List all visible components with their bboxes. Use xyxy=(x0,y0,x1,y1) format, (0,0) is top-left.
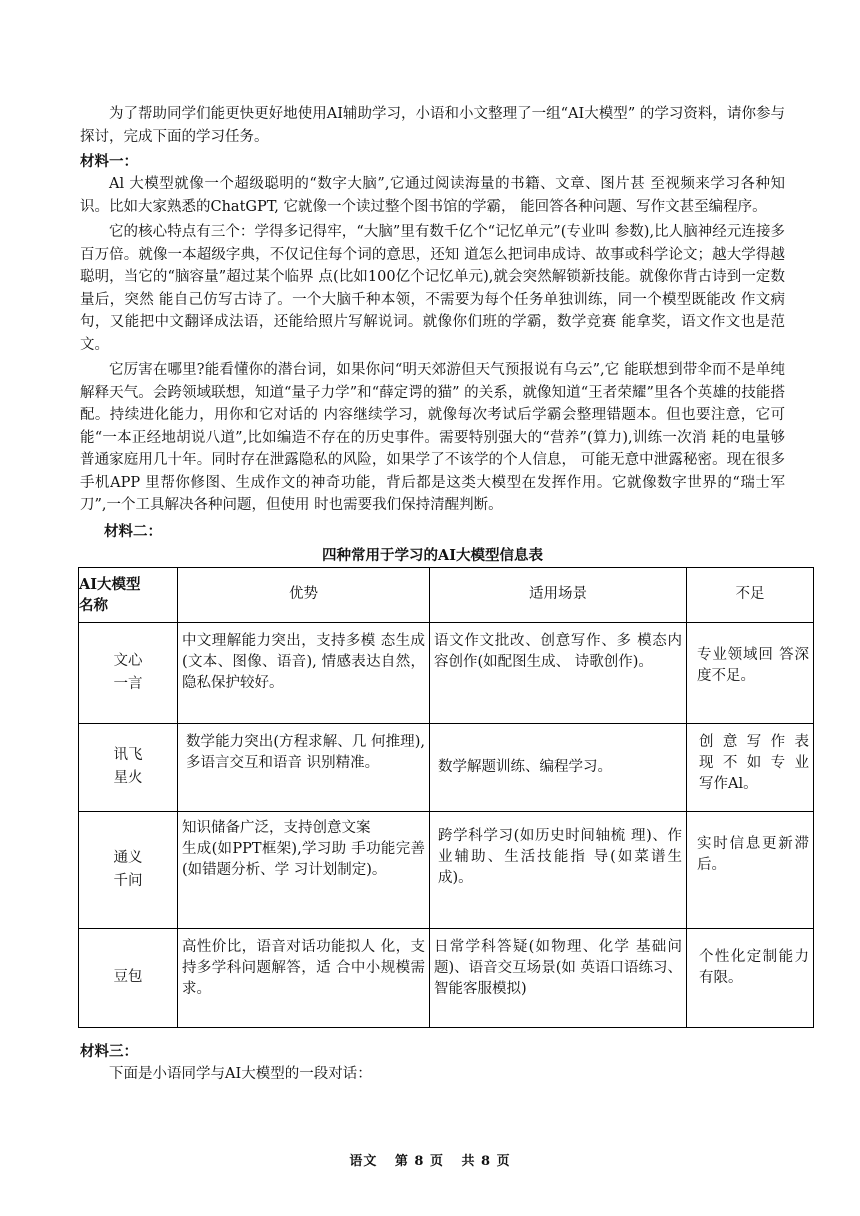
model-name: 文心 一言 xyxy=(79,622,178,723)
ai-model-table xyxy=(78,567,814,1028)
table-row xyxy=(79,723,814,811)
intro-paragraph: 为了帮助同学们能更快更好地使用AI辅助学习，小语和小文整理了一组“AI大模型” 的学习资料，请你参与探讨，完成下面的学习任务。 xyxy=(80,106,785,145)
model-advantage: 数学能力突出(方程求解、几 何推理),多语言交互和语音 识别精准。 xyxy=(178,723,430,811)
model-name: 通义 千问 xyxy=(79,811,178,928)
model-scenario: 数学解题训练、编程学习。 xyxy=(430,723,687,811)
page-content xyxy=(79,100,809,1085)
model-weakness: 创 意 写 作 表 现 不 如 专 业 写作Al。 xyxy=(687,723,814,811)
table-header-row xyxy=(79,567,814,622)
header-name: AI大模型 名称 xyxy=(79,567,178,622)
table-row xyxy=(79,811,814,928)
header-scenario: 适用场景 xyxy=(430,567,687,622)
page-footer xyxy=(0,1150,860,1169)
model-weakness: 专业领域回 答深度不足。 xyxy=(687,622,814,723)
model-name: 讯飞 星火 xyxy=(79,723,178,811)
material1-paragraph-1: Al 大模型就像一个超级聪明的“数字大脑”,它通过阅读海量的书籍、文章、图片甚 至视频来学习各种知识。比如大家熟悉的ChatGPT, 它就像一个读过整个图书馆的学霸， 能回答各种问题、写作文甚至编程序。 xyxy=(80,176,785,215)
material3-lead: 下面是小语同学与AI大模型的一段对话： xyxy=(109,1065,372,1082)
footer-page-number: 第 8 页 xyxy=(394,1154,444,1169)
model-name: 豆包 xyxy=(79,928,178,1027)
material1-paragraph-2: 它的核心特点有三个：学得多记得牢，“大脑”里有数千亿个“记忆单元”(专业叫 参数),比人脑神经元连接多百万倍。就像一本超级字典，不仅记住每个词的意思，还知 道怎么把词串成诗、故事或科学论文；越大学得越聪明，当它的“脑容量”超过某个临界 点(比如100亿个记忆单元),就会突然解锁新技能。就像你背古诗到一定数量后，突然 能自己仿写古诗了。一个大脑千种本领，不需要为每个任务单独训练，同一个模型既能改 作文病句，又能把中文翻译成法语，还能给照片写解说词。就像你们班的学霸，数学竞赛 能拿奖，语文作文也是范文。 xyxy=(80,224,785,353)
table-title: 四种常用于学习的AI大模型信息表 xyxy=(321,546,544,564)
model-advantage: 知识储备广泛，支持创意文案 生成(如PPT框架),学习助 手功能完善(如错题分析、学 习计划制定)。 xyxy=(178,811,430,928)
model-scenario: 跨学科学习(如历史时间轴梳 理)、作业辅助、生活技能指 导(如菜谱生成)。 xyxy=(430,811,687,928)
footer-subject: 语文 xyxy=(349,1154,378,1169)
model-weakness: 实时信息更新滞后。 xyxy=(687,811,814,928)
header-advantage: 优势 xyxy=(178,567,430,622)
table-row xyxy=(79,622,814,723)
model-scenario: 日常学科答疑(如物理、化学 基础问题)、语音交互场景(如 英语口语练习、智能客服模拟) xyxy=(430,928,687,1027)
material1-paragraph-3: 它厉害在哪里?能看懂你的潜台词，如果你问“明天郊游但天气预报说有乌云”,它 能联想到带伞而不是单纯解释天气。会跨领域联想，知道“量子力学”和“薛定谔的猫” 的关系，就像知道“王者荣耀”里各个英雄的技能搭配。持续进化能力，用你和它对话的 内容继续学习，就像每次考试后学霸会整理错题本。但也要注意，它可能“一本正经地胡说八道”,比如编造不存在的历史事件。需要特别强大的“营养”(算力),训练一次消 耗的电量够普通家庭用几十年。同时存在泄露隐私的风险，如果学了不该学的个人信息， 可能无意中泄露秘密。现在很多手机APP 里帮你修图、生成作文的神奇功能，背后都是这类大模型在发挥作用。它就像数字世界的“瑞士军刀”,一个工具解决各种问题，但使用 时也需要我们保持清醒判断。 xyxy=(80,362,785,513)
model-weakness: 个性化定制能力有限。 xyxy=(687,928,814,1027)
model-advantage: 中文理解能力突出，支持多模 态生成(文本、图像、语音), 情感表达自然，隐私保护较好。 xyxy=(178,622,430,723)
material2-heading: 材料二： xyxy=(104,522,162,540)
model-advantage: 高性价比，语音对话功能拟人 化，支持多学科问题解答，适 合中小规模需求。 xyxy=(178,928,430,1027)
footer-total-pages: 共 8 页 xyxy=(461,1154,511,1169)
material3-heading: 材料三： xyxy=(80,1042,138,1060)
header-weakness: 不足 xyxy=(687,567,814,622)
table-row xyxy=(79,928,814,1027)
material1-heading: 材料一： xyxy=(80,153,138,170)
model-scenario: 语文作文批改、创意写作、多 模态内容创作(如配图生成、 诗歌创作)。 xyxy=(430,622,687,723)
